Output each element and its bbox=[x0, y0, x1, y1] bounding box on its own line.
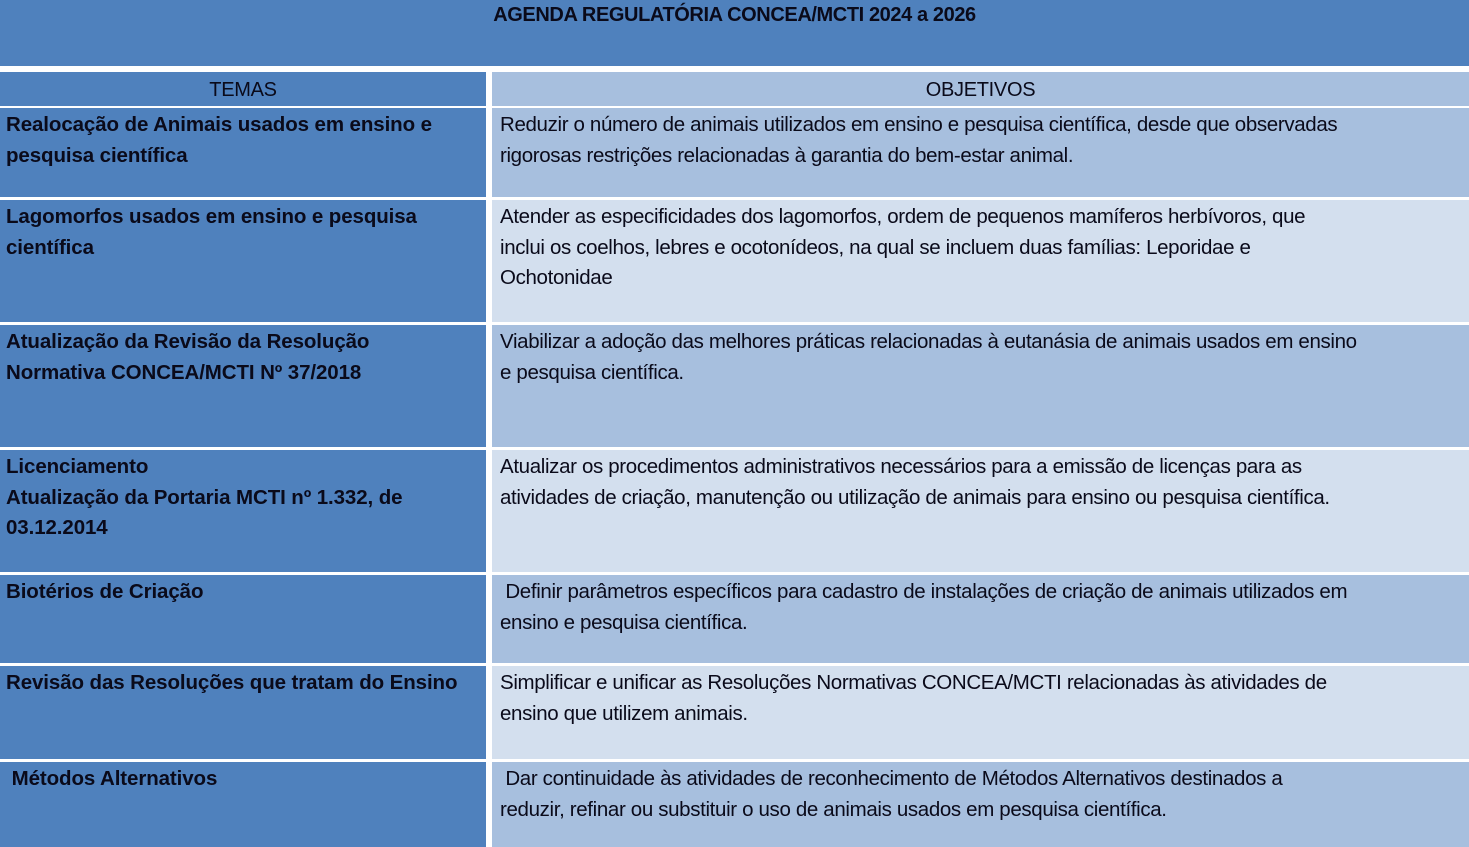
objetivo-text: rigorosas restrições relacionadas à garantia do bem-estar animal. bbox=[500, 143, 1074, 167]
objetivo-text: Simplificar e unificar as Resoluções Normativas CONCEA/MCTI relacionadas às atividades de bbox=[500, 671, 1327, 694]
objetivo-text: ensino que utilizem animais. bbox=[500, 701, 748, 725]
tema-cell bbox=[0, 450, 486, 572]
tema-cell bbox=[0, 325, 486, 447]
header-objetivos: OBJETIVOS bbox=[492, 72, 1469, 106]
objetivo-text: Atender as especificidades dos lagomorfos, ordem de pequenos mamíferos herbívoros, que bbox=[500, 205, 1306, 228]
table-header-row bbox=[0, 72, 1469, 106]
table-row bbox=[0, 108, 1469, 197]
table-row bbox=[0, 666, 1469, 759]
tema-text: Lagomorfos usados em ensino e pesquisa bbox=[6, 205, 417, 228]
objetivo-cell bbox=[492, 108, 1469, 197]
tema-text: científica bbox=[6, 235, 94, 259]
table-row bbox=[0, 450, 1469, 572]
objetivo-text: Atualizar os procedimentos administrativos necessários para a emissão de licenças para as bbox=[500, 455, 1302, 478]
page-title: AGENDA REGULATÓRIA CONCEA/MCTI 2024 a 2026 bbox=[493, 4, 976, 26]
tema-text: Biotérios de Criação bbox=[6, 580, 204, 603]
objetivo-text: reduzir, refinar ou substituir o uso de animais usados em pesquisa científica. bbox=[500, 797, 1167, 821]
tema-cell bbox=[0, 666, 486, 759]
tema-text: Revisão das Resoluções que tratam do Ensino bbox=[6, 671, 458, 694]
objetivo-text: inclui os coelhos, lebres e ocotonídeos, na qual se incluem duas famílias: Leporidae e bbox=[500, 235, 1251, 259]
objetivo-cell bbox=[492, 666, 1469, 759]
tema-text: Atualização da Portaria MCTI nº 1.332, de bbox=[6, 485, 403, 509]
objetivo-text: Definir parâmetros específicos para cadastro de instalações de criação de animais utilizados em bbox=[500, 580, 1348, 603]
tema-text: pesquisa científica bbox=[6, 143, 188, 167]
tema-text: 03.12.2014 bbox=[6, 516, 108, 539]
tema-cell bbox=[0, 575, 486, 663]
objetivo-text: atividades de criação, manutenção ou utilização de animais para ensino ou pesquisa científica. bbox=[500, 485, 1330, 509]
tema-cell bbox=[0, 762, 486, 847]
objetivo-text: Ochotonidae bbox=[500, 266, 613, 289]
objetivo-text: Reduzir o número de animais utilizados em ensino e pesquisa científica, desde que observadas bbox=[500, 113, 1338, 136]
objetivo-cell bbox=[492, 450, 1469, 572]
tema-text: Métodos Alternativos bbox=[6, 767, 218, 790]
objetivo-cell bbox=[492, 325, 1469, 447]
table-row bbox=[0, 325, 1469, 447]
title-bar bbox=[0, 0, 1469, 66]
objetivo-text: Viabilizar a adoção das melhores práticas relacionadas à eutanásia de animais usados em ensino bbox=[500, 330, 1357, 353]
objetivo-cell bbox=[492, 575, 1469, 663]
tema-cell bbox=[0, 200, 486, 322]
objetivo-cell bbox=[492, 200, 1469, 322]
header-temas: TEMAS bbox=[0, 72, 486, 106]
tema-text: Licenciamento bbox=[6, 455, 149, 478]
objetivo-text: e pesquisa científica. bbox=[500, 360, 684, 384]
tema-text: Atualização da Revisão da Resolução bbox=[6, 330, 370, 353]
objetivo-text: Dar continuidade às atividades de reconhecimento de Métodos Alternativos destinados a bbox=[500, 767, 1283, 790]
tema-text: Normativa CONCEA/MCTI Nº 37/2018 bbox=[6, 360, 362, 384]
tema-cell bbox=[0, 108, 486, 197]
table-row bbox=[0, 575, 1469, 663]
tema-text: Realocação de Animais usados em ensino e bbox=[6, 113, 432, 136]
objetivo-cell bbox=[492, 762, 1469, 847]
objetivo-text: ensino e pesquisa científica. bbox=[500, 610, 748, 634]
table-row bbox=[0, 762, 1469, 847]
table-row bbox=[0, 200, 1469, 322]
